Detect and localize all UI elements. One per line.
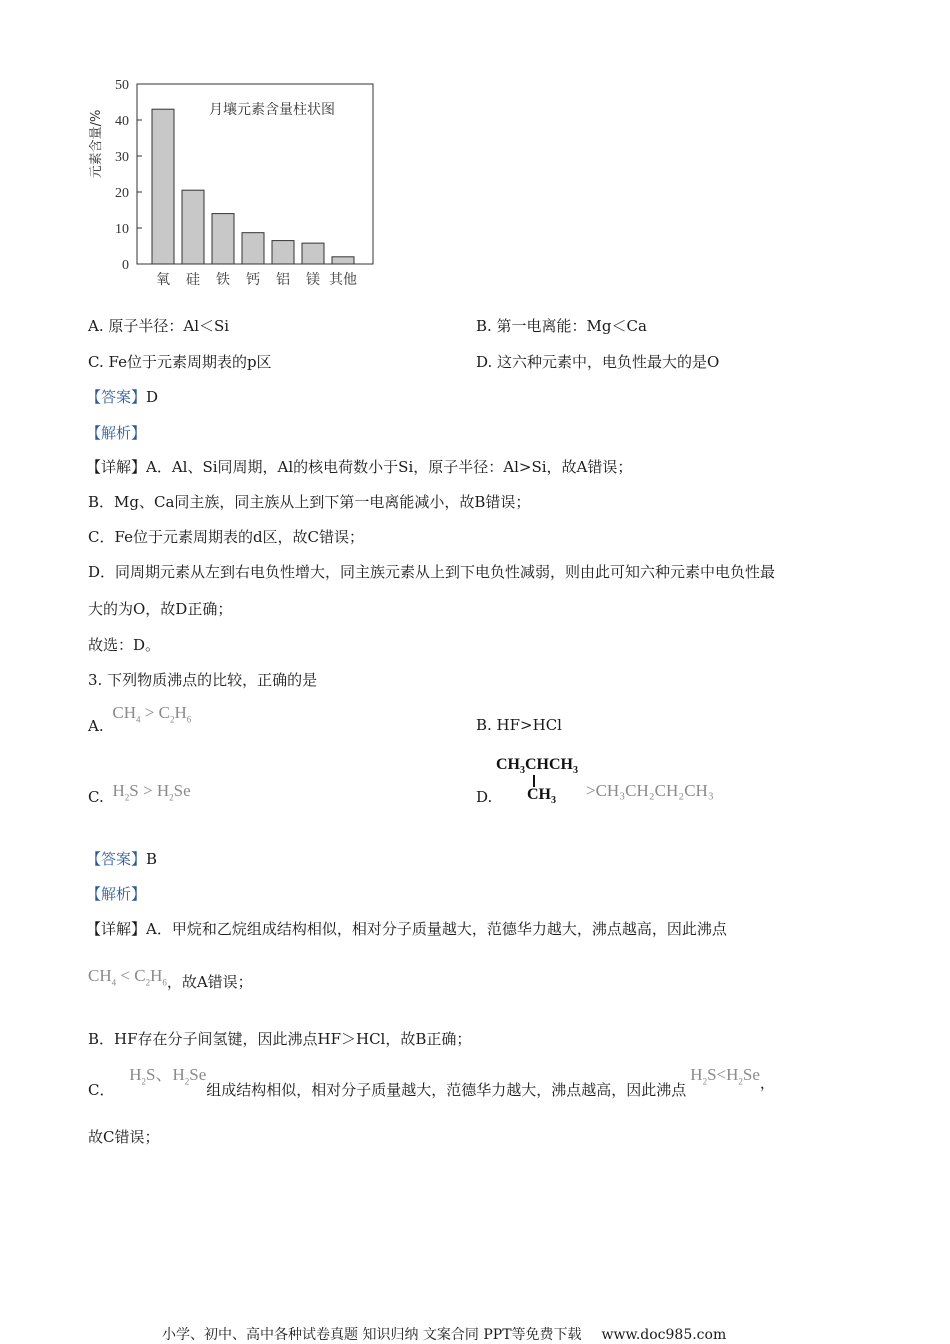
formula-ch4-lt-c2h6: $CH_4 < C_2H_6$ <box>88 966 167 988</box>
q2-answer <box>86 386 158 407</box>
q2-option-d: D. 这六种元素中，电负性最大的是O <box>476 353 720 371</box>
q3-stem: 3. 下列物质沸点的比较，正确的是 <box>88 671 318 689</box>
answer-tag: 【答案】 <box>86 850 147 868</box>
x-category-label: 氧 <box>156 272 170 288</box>
q3-answer <box>86 848 157 869</box>
butane-formula: >CH₃CH₂CH₂CH₃ <box>586 781 714 800</box>
bar-0 <box>152 109 174 264</box>
bar-6 <box>332 257 354 264</box>
isobutane-structure-top: $CH_3CHCH_3$ <box>496 756 578 777</box>
q2-analysis-tag: 【解析】 <box>86 424 147 442</box>
footer-url[interactable]: www.doc985.com <box>601 1327 727 1343</box>
element-content-bar-chart <box>80 70 390 295</box>
bar-4 <box>272 241 294 264</box>
q2-detail-a: 【详解】A．Al、Si同周期，Al的核电荷数小于Si，原子半径：Al>Si，故A错误； <box>86 458 633 476</box>
q2-conclusion: 故选：D。 <box>88 636 161 654</box>
q3-analysis-tag: 【解析】 <box>86 885 147 903</box>
q2-detail-c: C．Fe位于元素周期表的d区，故C错误； <box>88 528 365 546</box>
answer-value: D <box>146 388 159 406</box>
detail-tag: 【详解】 <box>86 458 147 476</box>
footer-text: 小学、初中、高中各种试卷真题 知识归纳 文案合同 PPT等免费下载 <box>162 1327 582 1343</box>
isobutane-structure-branch: $CH_3$ <box>527 786 556 807</box>
y-tick-label: 0 <box>122 258 129 273</box>
chart-title: 月壤元素含量柱状图 <box>209 102 335 118</box>
x-category-label: 铁 <box>216 272 230 288</box>
x-category-label: 镁 <box>306 272 320 288</box>
q2-option-c: C. Fe位于元素周期表的p区 <box>88 353 272 371</box>
formula-h2s-lt-h2se: $H_2S<H_2Se$ <box>690 1065 760 1087</box>
page-footer <box>162 1324 726 1344</box>
x-category-label: 硅 <box>186 272 200 288</box>
y-tick-label: 10 <box>115 222 129 237</box>
bar-3 <box>242 233 264 264</box>
chart-y-axis-label: 元素含量/% <box>89 109 104 179</box>
q3-detail-c: C． $H_2S$、$H_2Se$组成结构相似，相对分子质量越大，范德华力越大，沸点越高，因此沸点$H_2S<H_2Se$， <box>88 1065 775 1099</box>
detail-tag: 【详解】 <box>86 920 147 938</box>
q2-detail-d2: 大的为O，故D正确； <box>88 600 233 618</box>
q3-option-b: B. HF>HCl <box>476 716 562 734</box>
q3-detail-a1: 【详解】A．甲烷和乙烷组成结构相似，相对分子质量越大，范德华力越大，沸点越高，因此沸点 <box>86 920 727 938</box>
y-tick-label: 20 <box>115 186 129 201</box>
q3-detail-a2: $CH_4 < C_2H_6$，故A错误； <box>88 966 253 991</box>
q2-option-a: A. 原子半径：Al＜Si <box>88 317 230 335</box>
x-category-label: 铝 <box>276 272 290 288</box>
y-tick-label: 50 <box>115 78 129 93</box>
x-category-label: 钙 <box>246 272 260 288</box>
q3-option-d-label: D. <box>476 788 493 806</box>
formula-h2s-h2se: $H_2S > H_2Se$ <box>112 781 191 803</box>
q3-detail-b: B．HF存在分子间氢键，因此沸点HF＞HCl，故B正确； <box>88 1030 472 1048</box>
q2-option-b: B. 第一电离能：Mg＜Ca <box>476 317 647 335</box>
q3-option-c: C. $H_2S > H_2Se$ <box>88 781 191 806</box>
bar-1 <box>182 190 204 264</box>
q2-detail-b: B．Mg、Ca同主族，同主族从上到下第一电离能减小，故B错误； <box>88 493 531 511</box>
answer-tag: 【答案】 <box>86 388 147 406</box>
y-tick-label: 40 <box>115 114 129 129</box>
q3-detail-c-end: 故C错误； <box>88 1128 160 1146</box>
formula-ch4-c2h6: $CH_4 > C_2H_6$ <box>112 703 192 725</box>
bar-5 <box>302 243 324 264</box>
formula-h2s-h2se-pair: $H_2S$、$H_2Se$ <box>129 1065 207 1087</box>
bar-2 <box>212 214 234 264</box>
q2-detail-d1: D．同周期元素从左到右电负性增大，同主族元素从上到下电负性减弱，则由此可知六种元素中电负性最 <box>88 563 776 581</box>
q3-option-a: A. $CH_4 > C_2H_6$ <box>88 703 192 735</box>
x-category-label: 其他 <box>329 272 357 288</box>
y-tick-label: 30 <box>115 150 129 165</box>
answer-value: B <box>146 850 158 868</box>
